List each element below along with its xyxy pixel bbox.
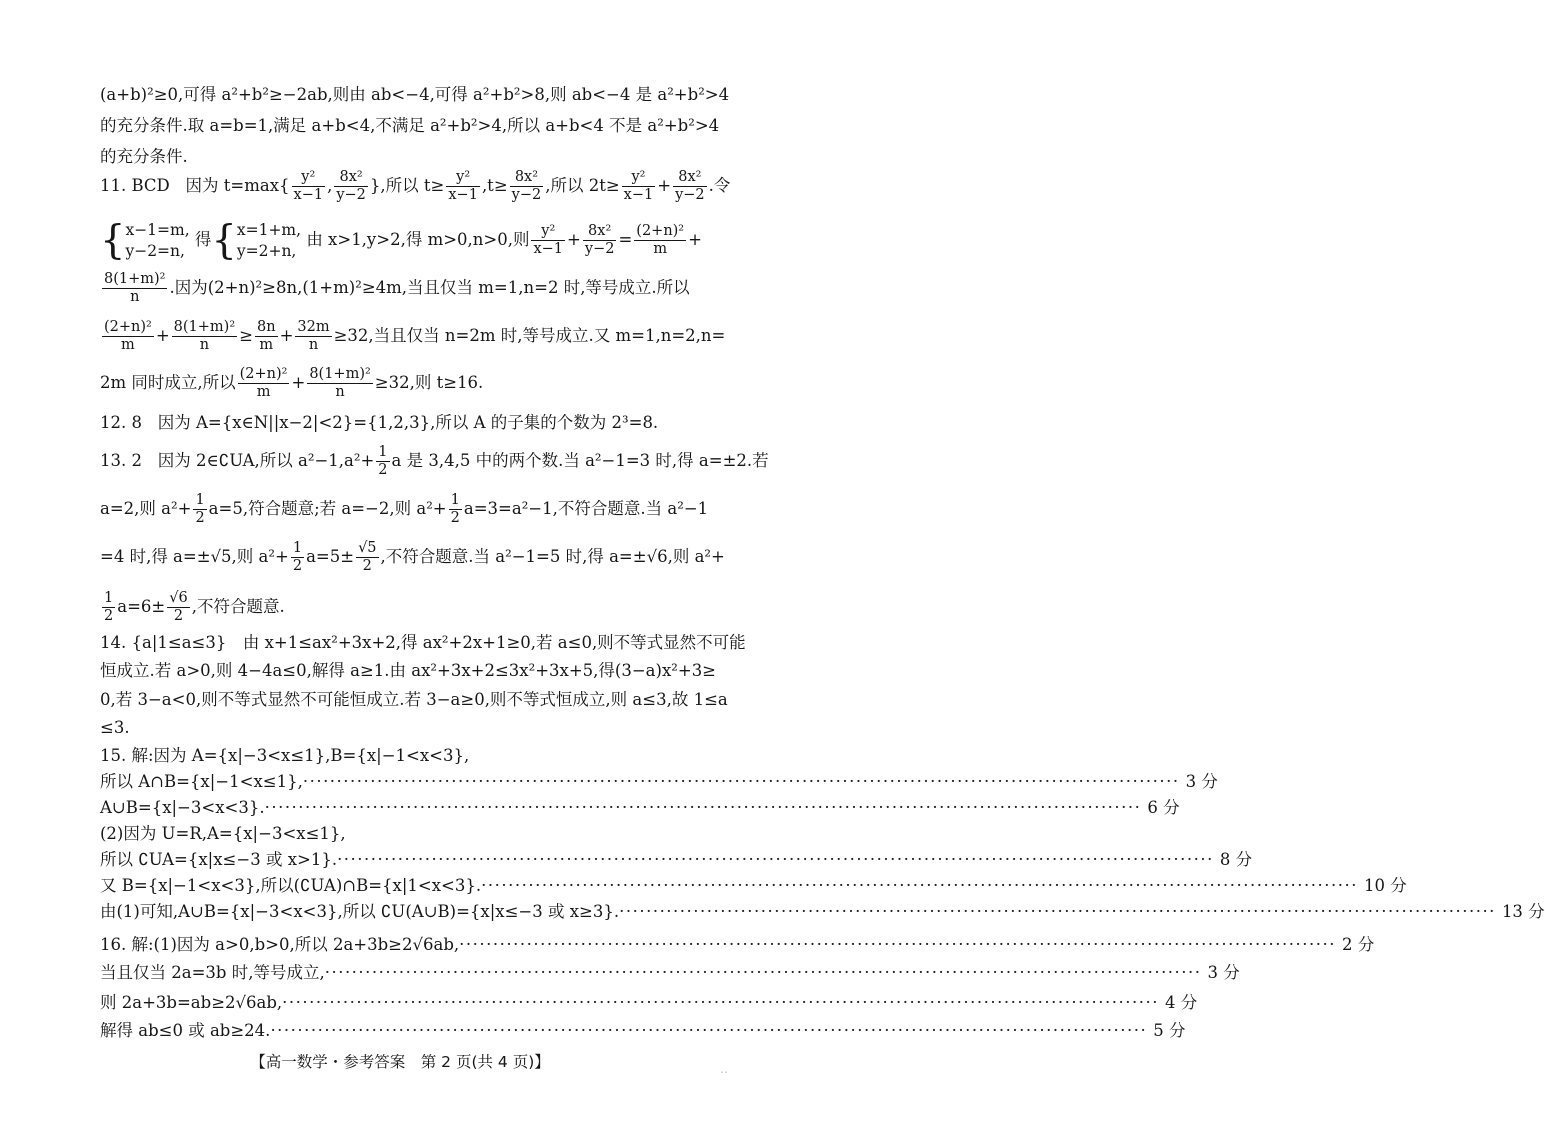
text-line: 0,若 3−a<0,则不等式显然不可能恒成立.若 3−a≥0,则不等式恒成立,则 a≤3,故 1≤a xyxy=(100,690,728,709)
text-line: (a+b)²≥0,可得 a²+b²≥−2ab,则由 ab<−4,可得 a²+b²>8,则 ab<−4 是 a²+b²>4 xyxy=(100,85,730,104)
score: 4 分 xyxy=(1165,993,1198,1012)
text-run: 因为 t=max{ xyxy=(185,176,290,195)
q11-line-4: $\frac{\text{(2+n)²}}{m}$ + $\frac{\text{8(1+m)²}}{n}$ ≥ $\frac{8n}{m}$ + $\frac{32m}{n}$ ≥32,当且仅当 n=2m 时,等号成立.又 m=1,n=2,n= xyxy=(104,319,726,353)
leader-dots: ·································································································································· xyxy=(459,935,1336,954)
q11-line-2: { x−1=m, y−2=n, 得{ x=1+m, y=2+n, 由 x>1,y>2,得 m>0,n>0,则 $\frac{\text{y²}}{x-1}$ + $\frac{\text{8x²}}{y-2}$ = $\frac{\text{(2+n)²}}{m}$ + xyxy=(100,217,702,264)
brace: { xyxy=(211,217,237,264)
fraction: $\frac{32m}{n}$ xyxy=(297,319,330,353)
text-run: a=6± xyxy=(117,597,166,616)
q13-line-4 xyxy=(100,584,728,630)
score: 3 分 xyxy=(1185,772,1218,791)
fraction: $\frac{\text{8x²}}{y-2}$ xyxy=(584,223,615,257)
text-line: 恒成立.若 a>0,则 4−4a≤0,解得 a≥1.由 ax²+3x+2≤3x²+3x+5,得(3−a)x²+3≥ xyxy=(100,661,717,680)
leader-dots: ·································································································································· xyxy=(337,850,1214,869)
fraction: $\frac{\text{8(1+m)²}}{n}$ xyxy=(173,319,236,353)
text-run: .令 xyxy=(708,176,731,195)
scored-line: 当且仅当 2a=3b 时,等号成立, ·································································································································· 3 分 xyxy=(100,963,1240,982)
leader-dots: ·································································································································· xyxy=(324,963,1202,982)
text-line: ≤3. xyxy=(100,718,130,737)
leader-dots: ·································································································································· xyxy=(481,876,1358,895)
scored-line: 又 B={x|−1<x<3},所以(∁UA)∩B={x|1<x<3}. ·································································································································· 10 分 xyxy=(100,876,1407,895)
text-run: 2m 同时成立,所以 xyxy=(100,373,236,392)
fraction: $\frac{\text{(2+n)²}}{m}$ xyxy=(104,319,152,353)
page-footer: 【高一数学・参考答案 第 2 页(共 4 页)】 xyxy=(250,1053,550,1071)
leader-dots: ·································································································································· xyxy=(302,772,1180,791)
text-line: (2)因为 U=R,A={x|−3<x≤1}, xyxy=(100,824,346,843)
text-line: 14. {a|1≤a≤3} 由 x+1≤ax²+3x+2,得 ax²+2x+1≥0,若 a≤0,则不等式显然不可能 xyxy=(100,633,746,652)
score: 3 分 xyxy=(1207,963,1240,982)
score: 5 分 xyxy=(1153,1021,1186,1040)
scored-line: A∪B={x|−3<x<3}. ·································································································································· 6 分 xyxy=(100,798,1180,817)
scored-line: 解得 ab≤0 或 ab≥24. ·································································································································· 5 分 xyxy=(100,1021,1186,1040)
leader-dots: ·································································································································· xyxy=(619,902,1496,921)
fraction: $\frac{\text{y²}}{x-1}$ xyxy=(293,169,324,203)
fraction: $\frac{√6}{2}$ xyxy=(169,590,188,624)
scored-line: 由(1)可知,A∪B={x|−3<x<3},所以 ∁U(A∪B)={x|x≤−3 或 x≥3}. ·································································································································· 13 分 xyxy=(100,902,1545,921)
text-run: a=3=a²−1,不符合题意.当 a²−1 xyxy=(463,499,709,518)
text-line: 的充分条件.取 a=b=1,满足 a+b<4,不满足 a²+b²>4,所以 a+b<4 不是 a²+b²>4 xyxy=(100,116,720,135)
text-line: 的充分条件. xyxy=(100,147,188,166)
q12-line xyxy=(100,412,728,434)
leader-dots: ·································································································································· xyxy=(270,1021,1148,1040)
q11-line-5: 2m 同时成立,所以 $\frac{\text{(2+n)²}}{m}$ + $\frac{\text{8(1+m)²}}{n}$ ≥32,则 t≥16. xyxy=(100,366,484,400)
text-run: ,t≥ xyxy=(481,176,508,195)
text-run: 由 x>1,y>2,得 m>0,n>0,则 xyxy=(306,230,530,249)
fraction: $\frac{\text{8x²}}{y-2}$ xyxy=(511,169,542,203)
scored-line: 16. 解:(1)因为 a>0,b>0,所以 2a+3b≥2√6ab, ·································································································································· 2 分 xyxy=(100,935,1375,954)
fraction: $\frac{\text{8(1+m)²}}{n}$ xyxy=(309,366,371,400)
equation-system: x−1=m, y−2=n, xyxy=(125,220,190,260)
score: 10 分 xyxy=(1363,876,1407,895)
fraction: $\frac{\text{y²}}{x-1}$ xyxy=(533,223,564,257)
question-number: 13. 2 xyxy=(100,451,142,470)
text-run: =4 时,得 a=±√5,则 a²+ xyxy=(100,547,289,566)
text-run: a 是 3,4,5 中的两个数.当 a²−1=3 时,得 a=±2.若 xyxy=(391,451,769,470)
fraction: $\frac{8n}{m}$ xyxy=(256,319,276,353)
fraction: $\frac{1}{2}$ xyxy=(292,540,303,574)
fraction: $\frac{1}{2}$ xyxy=(104,590,114,624)
q13-line-1 xyxy=(100,438,769,484)
text-run: ≥32,则 t≥16. xyxy=(374,373,484,392)
text-run: .因为(2+n)²≥8n,(1+m)²≥4m,当且仅当 m=1,n=2 时,等号成立.所以 xyxy=(169,278,690,297)
leader-dots: ·································································································································· xyxy=(264,798,1142,817)
text-run: ≥32,当且仅当 n=2m 时,等号成立.又 m=1,n=2,n= xyxy=(333,326,726,345)
corner-mark: .. xyxy=(720,1062,728,1076)
q13-line-2 xyxy=(100,486,728,532)
scored-line: 所以 A∩B={x|−1<x≤1}, ·································································································································· 3 分 xyxy=(100,772,1218,791)
scored-line: 所以 ∁UA={x|x≤−3 或 x>1}. ·································································································································· 8 分 xyxy=(100,850,1253,869)
fraction: $\frac{\text{y²}}{x-1}$ xyxy=(623,169,654,203)
fraction: $\frac{\text{y²}}{x-1}$ xyxy=(448,169,478,203)
brace: { xyxy=(100,217,126,264)
fraction: $\frac{1}{2}$ xyxy=(378,444,388,478)
question-number: 12. 8 xyxy=(100,413,142,432)
score: 6 分 xyxy=(1147,798,1180,817)
fraction: $\frac{1}{2}$ xyxy=(450,492,460,526)
fraction: $\frac{\text{8x²}}{y-2}$ xyxy=(675,169,705,203)
q11-line-3 xyxy=(100,265,728,311)
equation-system: x=1+m, y=2+n, xyxy=(236,220,302,260)
fraction: $\frac{\text{(2+n)²}}{m}$ xyxy=(636,223,685,257)
question-number: 11. BCD xyxy=(100,176,170,195)
text-run: ,所以 2t≥ xyxy=(545,176,620,195)
text-line: 15. 解:因为 A={x|−3<x≤1},B={x|−1<x<3}, xyxy=(100,746,470,765)
fraction: $\frac{\text{(2+n)²}}{m}$ xyxy=(239,366,288,400)
q13-line-3 xyxy=(100,534,728,580)
fraction: $\frac{1}{2}$ xyxy=(195,492,205,526)
fraction: $\frac{\text{8x²}}{y-2}$ xyxy=(336,169,366,203)
score: 2 分 xyxy=(1342,935,1375,954)
text-run: a=2,则 a²+ xyxy=(100,499,192,518)
leader-dots: ·································································································································· xyxy=(282,993,1160,1012)
score: 13 分 xyxy=(1501,902,1545,921)
q11-line-1: 11. BCD 因为 t=max{ $\frac{\text{y²}}{x-1}$ , $\frac{\text{8x²}}{y-2}$ },所以 t≥ $\frac{\text{y²}}{x-1}$ ,t≥ $\frac{\text{8x²}}{y-2}$ ,所以 2t≥ $\frac{\text{y²}}{x-1}$ + $\frac{\text{8x²}}{y-2}$ .令 xyxy=(100,169,731,203)
text-run: 因为 2∈∁UA,所以 a²−1,a²+ xyxy=(157,451,375,470)
text-run: 因为 A={x∈N||x−2|<2}={1,2,3},所以 A 的子集的个数为 2³=8. xyxy=(157,413,659,432)
scored-line: 则 2a+3b=ab≥2√6ab, ·································································································································· 4 分 xyxy=(100,993,1198,1012)
score: 8 分 xyxy=(1219,850,1253,869)
text-run: },所以 t≥ xyxy=(369,176,445,195)
text-run: ,不符合题意.当 a²−1=5 时,得 a=±√6,则 a²+ xyxy=(380,547,725,566)
text-run: ,不符合题意. xyxy=(191,597,285,616)
text-run: a=5± xyxy=(306,547,355,566)
text-run: a=5,符合题意;若 a=−2,则 a²+ xyxy=(208,499,447,518)
fraction: $\frac{√5}{2}$ xyxy=(358,540,377,574)
fraction: $\frac{\text{8(1+m)²}}{n}$ xyxy=(104,271,166,305)
